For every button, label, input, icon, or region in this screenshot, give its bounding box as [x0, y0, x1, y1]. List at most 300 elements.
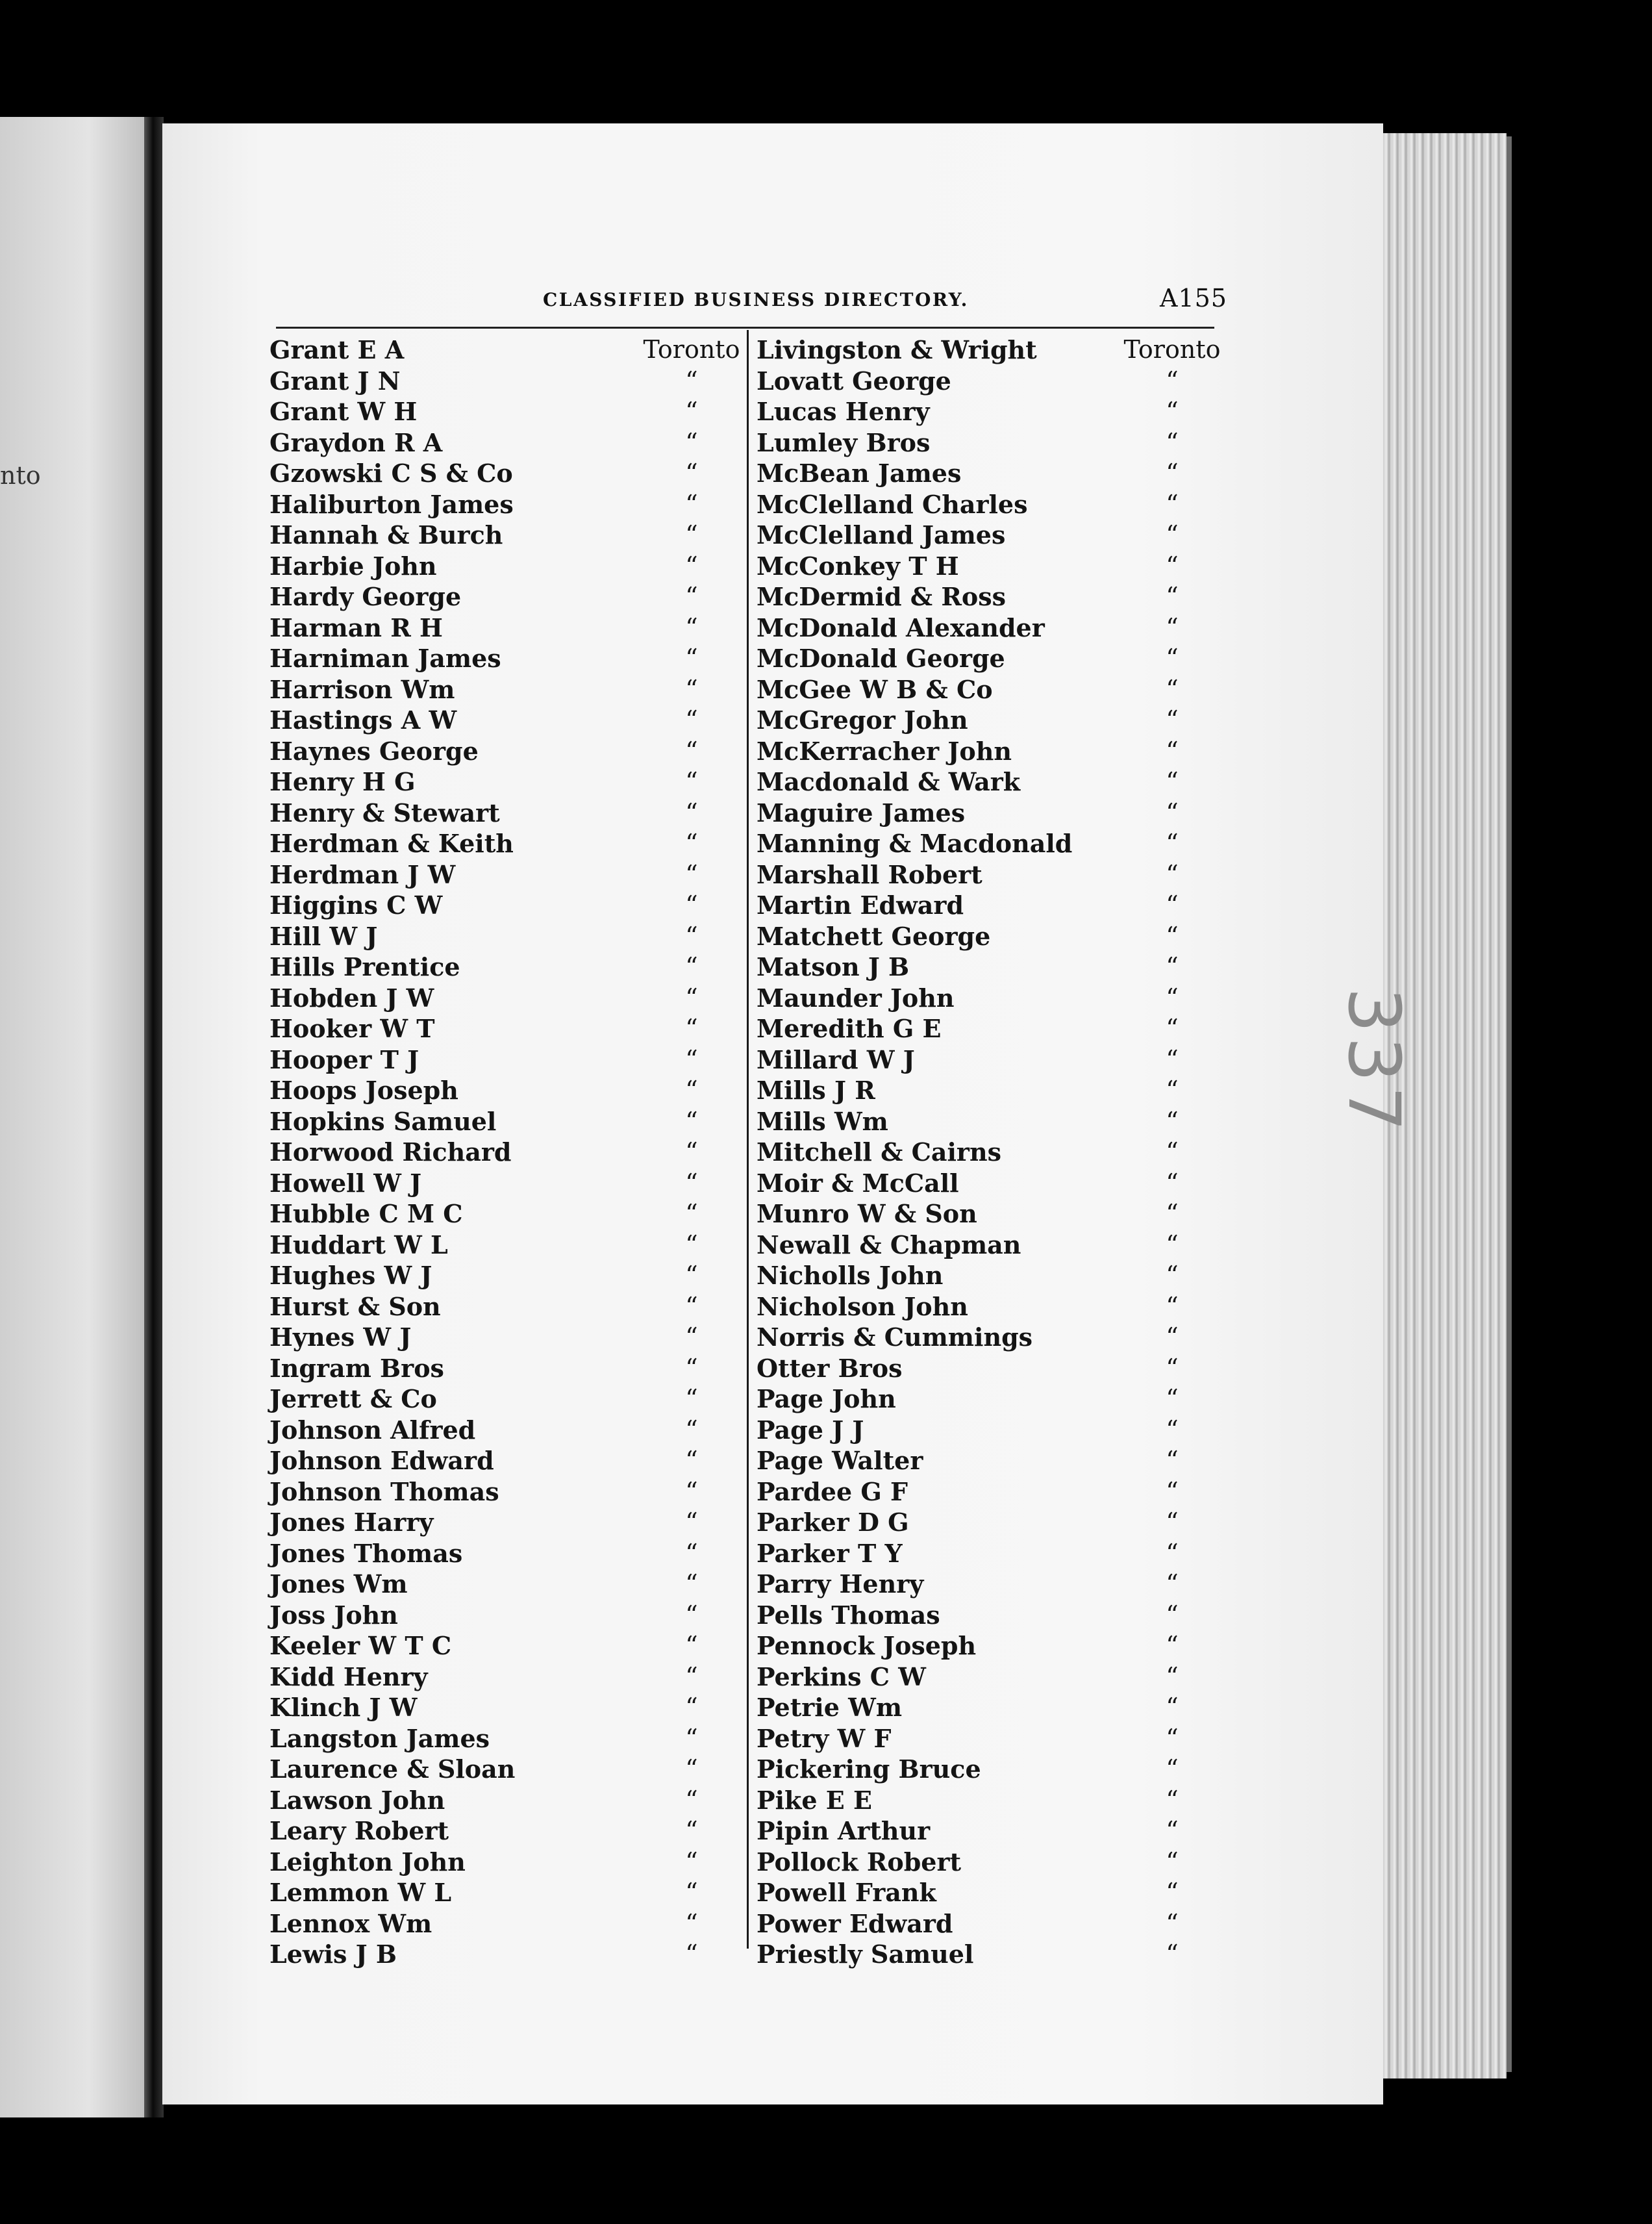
entry-name: Macdonald & Wark — [757, 767, 1021, 796]
directory-entry — [757, 1630, 1224, 1662]
directory-entry — [269, 1445, 744, 1476]
entry-name: Moir & McCall — [757, 1168, 959, 1198]
entry-name: Jones Thomas — [269, 1538, 463, 1568]
directory-entry — [757, 1600, 1224, 1631]
entry-name: Herdman J W — [269, 859, 456, 889]
entry-city: “ — [685, 397, 698, 425]
entry-name: Grant W H — [269, 397, 418, 426]
directory-entry — [757, 1754, 1224, 1785]
entry-name: Marshall Robert — [757, 859, 982, 889]
entry-name: Hills Prentice — [269, 952, 460, 981]
entry-city: “ — [685, 1754, 698, 1783]
entry-city: “ — [685, 736, 698, 765]
entry-name: Harniman James — [269, 644, 501, 673]
entry-name: Page John — [757, 1384, 896, 1413]
entry-city: “ — [685, 1569, 698, 1598]
page-edges-shadow — [1507, 136, 1512, 2072]
directory-entry — [269, 458, 744, 489]
directory-entry — [269, 396, 744, 427]
entry-city: “ — [1166, 891, 1179, 919]
directory-entry — [757, 1106, 1224, 1137]
directory-entry — [757, 1260, 1224, 1291]
entry-city: “ — [685, 1014, 698, 1042]
directory-entry — [269, 952, 744, 983]
directory-entry — [757, 1353, 1224, 1384]
entry-name: Hubble C M C — [269, 1199, 463, 1228]
directory-entry — [757, 581, 1224, 613]
directory-entry — [757, 736, 1224, 767]
entry-city: “ — [685, 1168, 698, 1197]
entry-city: “ — [1166, 582, 1179, 611]
entry-city: “ — [1166, 1908, 1179, 1938]
directory-entry — [269, 489, 744, 520]
entry-name: Grant E A — [269, 335, 405, 364]
directory-entry — [757, 1538, 1224, 1569]
directory-entry — [269, 1168, 744, 1199]
page-title: CLASSIFIED BUSINESS DIRECTORY. — [543, 289, 969, 310]
directory-entry — [269, 427, 744, 459]
entry-name: Johnson Thomas — [269, 1476, 499, 1506]
entry-city: “ — [1166, 674, 1179, 703]
header-rule — [276, 327, 1214, 329]
directory-entry — [269, 551, 744, 582]
column-divider — [747, 330, 749, 1949]
entry-city: “ — [1166, 1723, 1179, 1752]
directory-entry — [757, 551, 1224, 582]
entry-name: McBean James — [757, 459, 962, 488]
directory-entry — [269, 1939, 744, 1970]
entry-name: Pells Thomas — [757, 1600, 940, 1630]
entry-city: “ — [685, 952, 698, 981]
entry-city: “ — [1166, 1168, 1179, 1197]
entry-city: “ — [685, 520, 698, 549]
entry-name: Jones Harry — [269, 1508, 434, 1537]
entry-name: Martin Edward — [757, 891, 964, 920]
directory-entry — [757, 427, 1224, 459]
entry-name: Mitchell & Cairns — [757, 1137, 1001, 1167]
entry-city: “ — [685, 983, 698, 1012]
entry-city: “ — [685, 366, 698, 395]
directory-entry — [269, 1415, 744, 1446]
entry-city: “ — [1166, 1044, 1179, 1074]
directory-entry — [269, 1569, 744, 1600]
entry-city: “ — [685, 1044, 698, 1074]
directory-entry — [269, 1044, 744, 1076]
entry-name: McConkey T H — [757, 551, 959, 581]
left-page-fragment: nto — [0, 461, 41, 490]
directory-entry — [269, 890, 744, 921]
entry-name: Haynes George — [269, 736, 479, 766]
directory-entry — [757, 1291, 1224, 1322]
entry-name: Millard W J — [757, 1044, 915, 1074]
entry-name: McDermid & Ross — [757, 582, 1007, 611]
entry-name: Parker D G — [757, 1508, 909, 1537]
directory-entry — [269, 983, 744, 1014]
entry-name: McClelland James — [757, 520, 1006, 550]
entry-name: Norris & Cummings — [757, 1322, 1033, 1352]
entry-name: Kidd Henry — [269, 1662, 428, 1691]
directory-entry — [269, 520, 744, 551]
entry-city: “ — [1166, 520, 1179, 549]
directory-entry — [757, 1075, 1224, 1106]
directory-entry — [757, 1322, 1224, 1353]
entry-city: “ — [1166, 767, 1179, 796]
entry-name: Petry W F — [757, 1723, 892, 1753]
directory-entry — [269, 859, 744, 891]
right-column — [757, 335, 1224, 1970]
directory-entry — [757, 1013, 1224, 1044]
directory-entry — [269, 1600, 744, 1631]
directory-entry — [757, 1815, 1224, 1847]
entry-name: Hynes W J — [269, 1322, 412, 1352]
entry-name: Lumley Bros — [757, 427, 931, 457]
directory-entry — [269, 335, 744, 366]
entry-name: Hooper T J — [269, 1044, 419, 1074]
entry-name: Graydon R A — [269, 427, 443, 457]
entry-city: “ — [1166, 983, 1179, 1012]
entry-city: “ — [1166, 1538, 1179, 1567]
directory-entry — [269, 1106, 744, 1137]
directory-entry — [757, 643, 1224, 674]
entry-city: “ — [685, 613, 698, 642]
entry-name: Jones Wm — [269, 1569, 408, 1598]
entry-name: Langston James — [269, 1723, 490, 1753]
entry-city: “ — [1166, 1446, 1179, 1474]
entry-name: Herdman & Keith — [269, 829, 514, 858]
entry-city: “ — [1166, 1415, 1179, 1444]
entry-name: Mills J R — [757, 1076, 875, 1105]
directory-entry — [757, 1908, 1224, 1940]
directory-entry — [757, 1662, 1224, 1693]
entry-city: “ — [685, 1261, 698, 1289]
entry-name: Petrie Wm — [757, 1693, 903, 1722]
entry-city: “ — [685, 1137, 698, 1166]
directory-entry — [757, 1476, 1224, 1508]
entry-city: “ — [1166, 952, 1179, 981]
directory-entry — [269, 674, 744, 705]
directory-entry — [757, 1723, 1224, 1754]
entry-name: Leighton John — [269, 1847, 466, 1876]
entry-city: “ — [1166, 397, 1179, 425]
entry-city: “ — [685, 1847, 698, 1876]
directory-entry — [269, 1476, 744, 1508]
directory-entry — [269, 581, 744, 613]
margin-stamp: 337 — [1333, 987, 1416, 1135]
directory-entry — [269, 1723, 744, 1754]
entry-name: Matchett George — [757, 921, 991, 951]
entry-name: McClelland Charles — [757, 489, 1028, 519]
directory-entry — [757, 1230, 1224, 1261]
entry-name: Harrison Wm — [269, 674, 455, 704]
directory-entry — [757, 335, 1224, 366]
directory-entry — [757, 1877, 1224, 1908]
entry-city: “ — [685, 1291, 698, 1320]
directory-entry — [757, 674, 1224, 705]
entry-name: Pennock Joseph — [757, 1631, 977, 1660]
directory-entry — [269, 1075, 744, 1106]
directory-entry — [269, 1847, 744, 1878]
entry-city: “ — [685, 1538, 698, 1567]
entry-name: Meredith G E — [757, 1014, 942, 1043]
entry-name: Hardy George — [269, 582, 462, 611]
entry-city: “ — [1166, 1261, 1179, 1289]
entry-city: “ — [685, 921, 698, 950]
entry-city: “ — [1166, 921, 1179, 950]
entry-name: McGee W B & Co — [757, 674, 993, 704]
entry-name: Parry Henry — [757, 1569, 924, 1598]
entry-name: Harman R H — [269, 613, 443, 642]
directory-entry — [757, 1415, 1224, 1446]
entry-name: Pipin Arthur — [757, 1816, 931, 1845]
entry-city: “ — [1166, 705, 1179, 734]
entry-name: Newall & Chapman — [757, 1230, 1021, 1259]
entry-city: “ — [685, 1230, 698, 1259]
entry-name: Manning & Macdonald — [757, 829, 1073, 858]
entry-city: “ — [685, 1940, 698, 1968]
entry-city: “ — [685, 859, 698, 889]
entry-name: Perkins C W — [757, 1662, 926, 1691]
directory-entry — [269, 1013, 744, 1044]
entry-name: Hopkins Samuel — [269, 1106, 497, 1136]
entry-city: “ — [1166, 366, 1179, 395]
entry-city: “ — [1166, 1569, 1179, 1598]
entry-city: “ — [1166, 798, 1179, 827]
entry-city: “ — [1166, 1076, 1179, 1104]
directory-entry — [269, 1198, 744, 1230]
entry-city: “ — [685, 489, 698, 518]
entry-name: Pickering Bruce — [757, 1754, 981, 1784]
entry-name: Lawson John — [269, 1785, 445, 1815]
directory-entry — [269, 1692, 744, 1723]
left-page — [0, 117, 148, 2117]
directory-entry — [757, 1137, 1224, 1168]
entry-name: Howell W J — [269, 1168, 422, 1198]
directory-entry — [757, 828, 1224, 859]
entry-name: Powell Frank — [757, 1878, 936, 1907]
entry-name: Joss John — [269, 1600, 398, 1630]
entry-name: Gzowski C S & Co — [269, 459, 513, 488]
entry-city: “ — [1166, 1014, 1179, 1042]
entry-city: “ — [685, 1322, 698, 1351]
entry-name: Lemmon W L — [269, 1878, 452, 1907]
entry-city: “ — [685, 459, 698, 487]
entry-city: “ — [1166, 551, 1179, 580]
directory-entry — [757, 613, 1224, 644]
entry-name: Nicholls John — [757, 1261, 944, 1290]
directory-entry — [757, 952, 1224, 983]
entry-name: Henry & Stewart — [269, 798, 500, 828]
directory-entry — [757, 921, 1224, 952]
left-column — [269, 335, 744, 1970]
entry-city: “ — [685, 1662, 698, 1691]
directory-entry — [757, 366, 1224, 397]
entry-name: Lewis J B — [269, 1940, 397, 1969]
directory-entry — [757, 798, 1224, 829]
directory-entry — [269, 1538, 744, 1569]
directory-entry — [269, 366, 744, 397]
entry-city: “ — [1166, 1137, 1179, 1166]
directory-entry — [757, 520, 1224, 551]
entry-city: “ — [1166, 459, 1179, 487]
directory-entry — [269, 1815, 744, 1847]
entry-city: “ — [1166, 1291, 1179, 1320]
directory-entry — [757, 983, 1224, 1014]
entry-name: Page Walter — [757, 1446, 923, 1475]
entry-name: Pollock Robert — [757, 1847, 962, 1876]
directory-entry — [757, 1445, 1224, 1476]
page-header — [273, 284, 1227, 328]
book-gutter — [144, 117, 164, 2117]
entry-city: “ — [685, 644, 698, 672]
directory-entry — [269, 798, 744, 829]
entry-city: “ — [685, 1693, 698, 1721]
entry-city: “ — [1166, 1878, 1179, 1906]
entry-name: Haliburton James — [269, 489, 514, 519]
entry-name: Lovatt George — [757, 366, 951, 396]
directory-entry — [757, 1847, 1224, 1878]
entry-city: “ — [685, 1816, 698, 1845]
entry-city: “ — [685, 1508, 698, 1536]
entry-name: Hannah & Burch — [269, 520, 503, 550]
entry-city: “ — [1166, 1353, 1179, 1382]
entry-city: “ — [685, 829, 698, 857]
entry-name: Livingston & Wright — [757, 335, 1037, 364]
directory-entry — [757, 859, 1224, 891]
directory-entry — [757, 1785, 1224, 1816]
directory-entry — [269, 1384, 744, 1415]
directory-entry — [269, 1662, 744, 1693]
directory-entry — [757, 890, 1224, 921]
directory-entry — [757, 1168, 1224, 1199]
entry-city: “ — [685, 891, 698, 919]
entry-name: Page J J — [757, 1415, 864, 1445]
directory-entry — [269, 1353, 744, 1384]
entry-name: Hill W J — [269, 921, 378, 951]
entry-name: Nicholson John — [757, 1291, 968, 1321]
entry-name: Ingram Bros — [269, 1353, 444, 1383]
entry-name: Henry H G — [269, 767, 416, 796]
entry-name: Parker T Y — [757, 1538, 903, 1568]
entry-city: “ — [1166, 489, 1179, 518]
entry-city: “ — [685, 1384, 698, 1413]
directory-entry — [269, 1230, 744, 1261]
entry-name: Lucas Henry — [757, 397, 930, 426]
entry-city: “ — [1166, 644, 1179, 672]
entry-name: McDonald George — [757, 644, 1005, 673]
page-number: A155 — [1160, 284, 1227, 312]
directory-entry — [269, 1630, 744, 1662]
entry-city: “ — [685, 1106, 698, 1135]
directory-entry — [269, 1754, 744, 1785]
entry-city: “ — [685, 1076, 698, 1104]
directory-entry — [269, 736, 744, 767]
entry-name: Johnson Alfred — [269, 1415, 476, 1445]
entry-city: “ — [1166, 1476, 1179, 1506]
entry-name: Power Edward — [757, 1908, 953, 1938]
entry-name: Hooker W T — [269, 1014, 435, 1043]
directory-entry — [269, 1507, 744, 1538]
entry-name: Lennox Wm — [269, 1908, 432, 1938]
directory-entry — [269, 1322, 744, 1353]
entry-city: “ — [1166, 1600, 1179, 1629]
entry-name: Priestly Samuel — [757, 1940, 974, 1969]
directory-entry — [269, 705, 744, 736]
directory-entry — [757, 1569, 1224, 1600]
directory-entry — [269, 613, 744, 644]
directory-entry — [269, 1260, 744, 1291]
entry-city: “ — [685, 1353, 698, 1382]
entry-city: “ — [685, 1199, 698, 1228]
directory-entry — [269, 1785, 744, 1816]
entry-name: Harbie John — [269, 551, 437, 581]
entry-name: Keeler W T C — [269, 1631, 452, 1660]
entry-name: Matson J B — [757, 952, 910, 981]
entry-city: “ — [685, 582, 698, 611]
entry-name: Mills Wm — [757, 1106, 888, 1136]
entry-name: McGregor John — [757, 705, 968, 735]
entry-city: “ — [1166, 1199, 1179, 1228]
entry-city: “ — [685, 1631, 698, 1660]
entry-city: “ — [1166, 1940, 1179, 1968]
directory-entry — [757, 705, 1224, 736]
entry-name: Klinch J W — [269, 1693, 418, 1722]
entry-name: Jerrett & Co — [269, 1384, 437, 1413]
directory-entry — [757, 1044, 1224, 1076]
entry-city: “ — [1166, 613, 1179, 642]
entry-city: “ — [1166, 427, 1179, 457]
entry-city: “ — [1166, 1631, 1179, 1660]
entry-city: Toronto — [643, 335, 740, 364]
entry-city: “ — [1166, 1847, 1179, 1876]
entry-city: “ — [685, 705, 698, 734]
entry-name: Pike E E — [757, 1785, 872, 1815]
entry-name: Leary Robert — [269, 1816, 449, 1845]
entry-city: “ — [1166, 1230, 1179, 1259]
directory-entry — [269, 1908, 744, 1940]
entry-city: “ — [685, 1415, 698, 1444]
entry-city: “ — [1166, 1322, 1179, 1351]
directory-entry — [269, 643, 744, 674]
entry-name: Grant J N — [269, 366, 401, 396]
entry-city: “ — [1166, 1693, 1179, 1721]
directory-entry — [757, 396, 1224, 427]
entry-name: McDonald Alexander — [757, 613, 1045, 642]
entry-city: “ — [1166, 1785, 1179, 1814]
entry-city: “ — [1166, 859, 1179, 889]
directory-entry — [269, 1877, 744, 1908]
directory-entry — [757, 458, 1224, 489]
entry-name: Hughes W J — [269, 1261, 432, 1290]
directory-entry — [757, 1939, 1224, 1970]
directory-entry — [757, 1692, 1224, 1723]
entry-city: “ — [685, 1878, 698, 1906]
entry-city: “ — [685, 1476, 698, 1506]
entry-city: “ — [1166, 736, 1179, 765]
entry-name: Laurence & Sloan — [269, 1754, 516, 1784]
entry-name: Otter Bros — [757, 1353, 903, 1383]
entry-name: Higgins C W — [269, 891, 443, 920]
entry-name: Maguire James — [757, 798, 966, 828]
entry-city: “ — [685, 798, 698, 827]
entry-name: Huddart W L — [269, 1230, 448, 1259]
directory-entry — [269, 766, 744, 798]
directory-entry — [757, 1507, 1224, 1538]
entry-city: “ — [1166, 1816, 1179, 1845]
entry-city: “ — [685, 1785, 698, 1814]
entry-name: Johnson Edward — [269, 1446, 494, 1475]
entry-city: “ — [685, 1723, 698, 1752]
entry-city: “ — [1166, 1508, 1179, 1536]
